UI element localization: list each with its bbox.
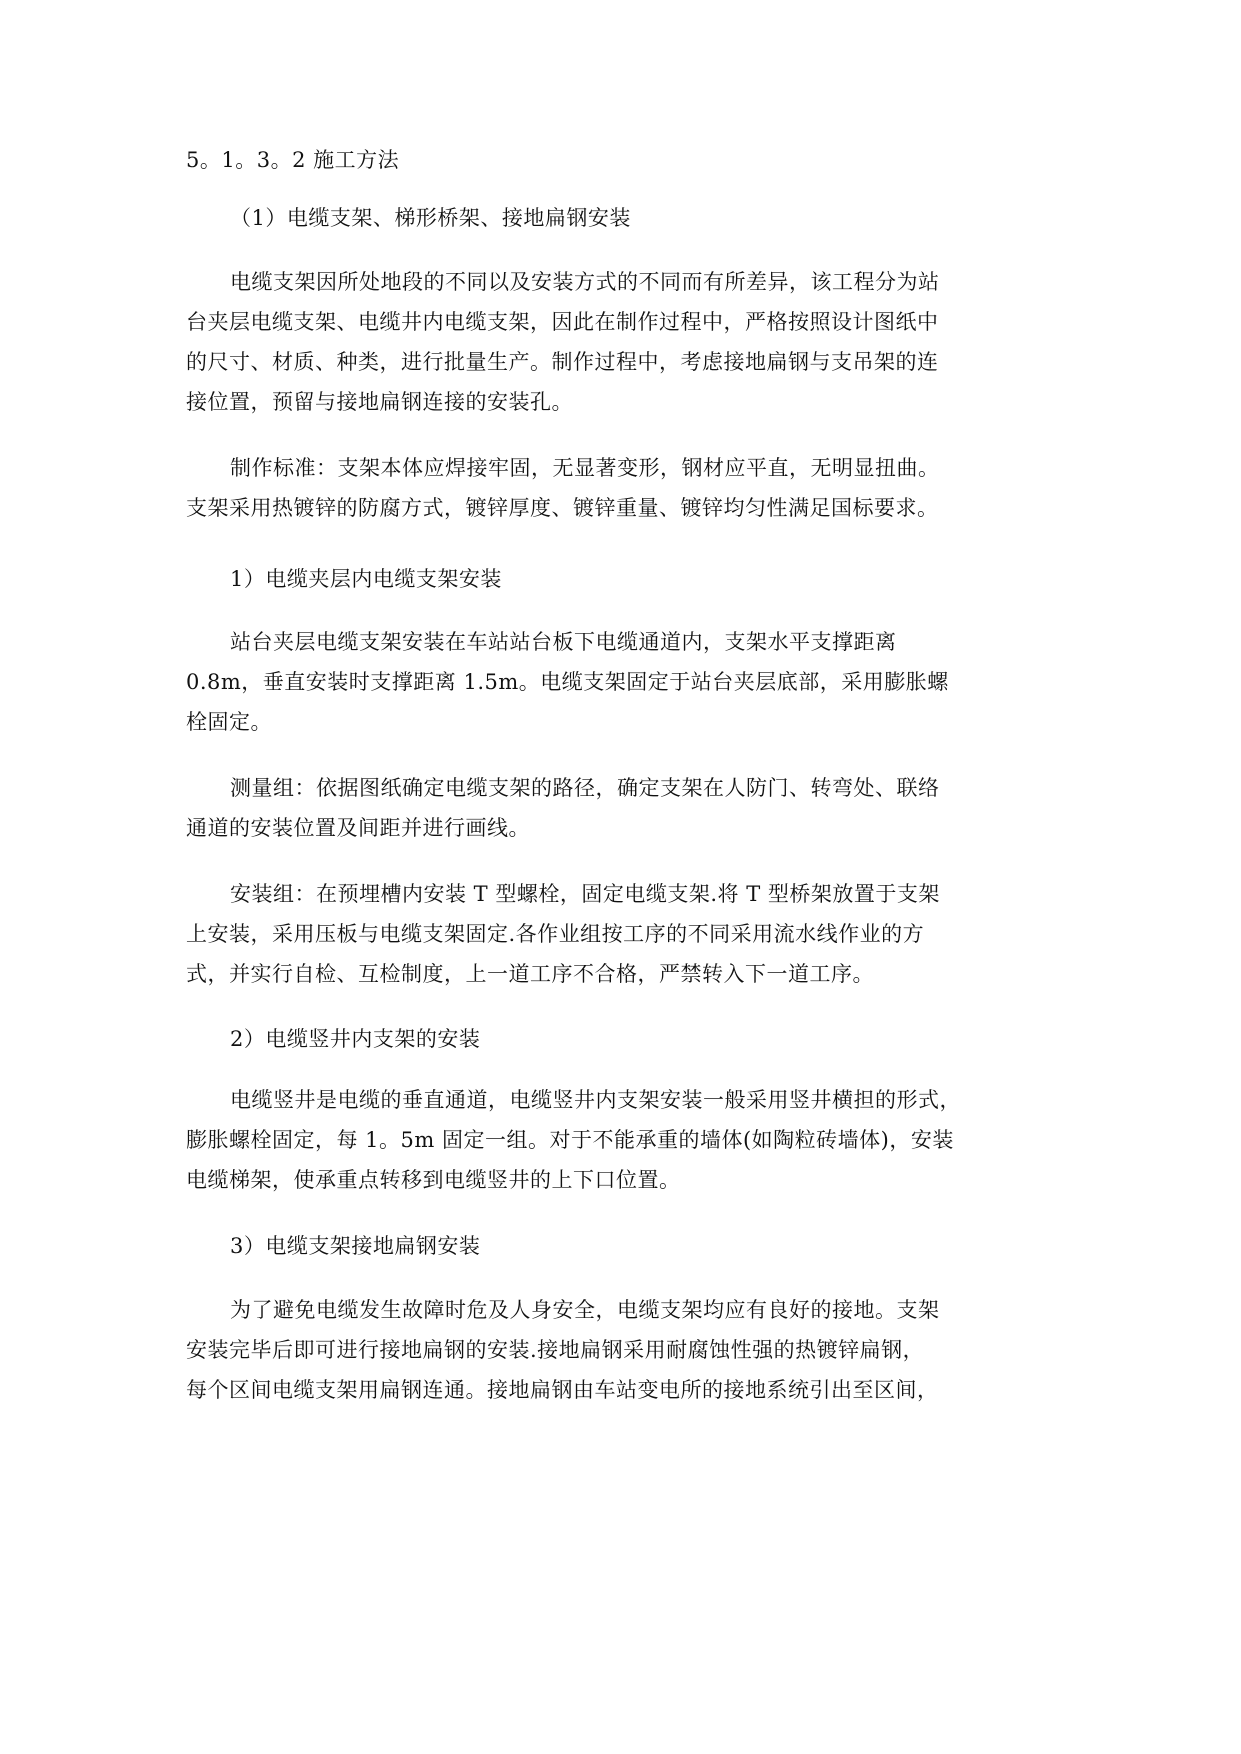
- paragraph-line: 电缆梯架，使承重点转移到电缆竖井的上下口位置。: [186, 1168, 681, 1192]
- paragraph-line: 制作标准：支架本体应焊接牢固，无显著变形，钢材应平直，无明显扭曲。: [230, 456, 940, 480]
- item-1-heading: [230, 559, 1110, 599]
- subheading-1-text: （1）电缆支架、梯形桥架、接地扁钢安装: [230, 206, 631, 230]
- paragraph-line: 电缆支架因所处地段的不同以及安装方式的不同而有所差异，该工程分为站: [230, 270, 940, 294]
- paragraph-line: 电缆竖井是电缆的垂直通道，电缆竖井内支架安装一般采用竖井横担的形式，: [230, 1088, 961, 1112]
- section-heading: [186, 140, 1066, 180]
- paragraph-line: 站台夹层电缆支架安装在车站站台板下电缆通道内，支架水平支撑距离: [230, 630, 897, 654]
- paragraph-line: 通道的安装位置及间距并进行画线。: [186, 816, 530, 840]
- item-2-heading: [230, 1019, 1110, 1059]
- paragraph-line: 膨胀螺栓固定，每 1。5m 固定一组。对于不能承重的墙体(如陶粒砖墙体)，安装: [186, 1128, 954, 1152]
- item-3-heading-text: 3）电缆支架接地扁钢安装: [230, 1234, 481, 1258]
- paragraph-5: [186, 874, 1066, 994]
- paragraph-line: 为了避免电缆发生故障时危及人身安全，电缆支架均应有良好的接地。支架: [230, 1298, 940, 1322]
- subheading-1: [230, 198, 1110, 238]
- paragraph-line: 0.8m，垂直安装时支撑距离 1.5m。电缆支架固定于站台夹层底部，采用膨胀螺: [186, 670, 949, 694]
- paragraph-line: 台夹层电缆支架、电缆井内电缆支架，因此在制作过程中，严格按照设计图纸中: [186, 310, 939, 334]
- item-2-heading-text: 2）电缆竖井内支架的安装: [230, 1027, 481, 1051]
- paragraph-3: [186, 622, 1066, 742]
- item-3-heading: [230, 1226, 1110, 1266]
- paragraph-line: 每个区间电缆支架用扁钢连通。接地扁钢由车站变电所的接地系统引出至区间，: [186, 1378, 939, 1402]
- paragraph-7: [186, 1290, 1066, 1410]
- paragraph-line: 安装完毕后即可进行接地扁钢的安装.接地扁钢采用耐腐蚀性强的热镀锌扁钢，: [186, 1338, 925, 1362]
- paragraph-6: [186, 1080, 1066, 1200]
- paragraph-line: 栓固定。: [186, 710, 272, 734]
- paragraph-4: [186, 768, 1066, 848]
- paragraph-2: [186, 448, 1066, 528]
- item-1-heading-text: 1）电缆夹层内电缆支架安装: [230, 567, 502, 591]
- paragraph-line: 式，并实行自检、互检制度，上一道工序不合格，严禁转入下一道工序。: [186, 962, 874, 986]
- paragraph-line: 支架采用热镀锌的防腐方式，镀锌厚度、镀锌重量、镀锌均匀性满足国标要求。: [186, 496, 939, 520]
- paragraph-line: 上安装，采用压板与电缆支架固定.各作业组按工序的不同采用流水线作业的方: [186, 922, 925, 946]
- paragraph-line: 接位置，预留与接地扁钢连接的安装孔。: [186, 390, 573, 414]
- paragraph-line: 测量组：依据图纸确定电缆支架的路径，确定支架在人防门、转弯处、联络: [230, 776, 940, 800]
- paragraph-1: [186, 262, 1066, 422]
- section-heading-text: 5。1。3。2 施工方法: [186, 148, 400, 172]
- paragraph-line: 安装组：在预埋槽内安装 T 型螺栓，固定电缆支架.将 T 型桥架放置于支架: [230, 882, 940, 906]
- paragraph-line: 的尺寸、材质、种类，进行批量生产。制作过程中，考虑接地扁钢与支吊架的连: [186, 350, 939, 374]
